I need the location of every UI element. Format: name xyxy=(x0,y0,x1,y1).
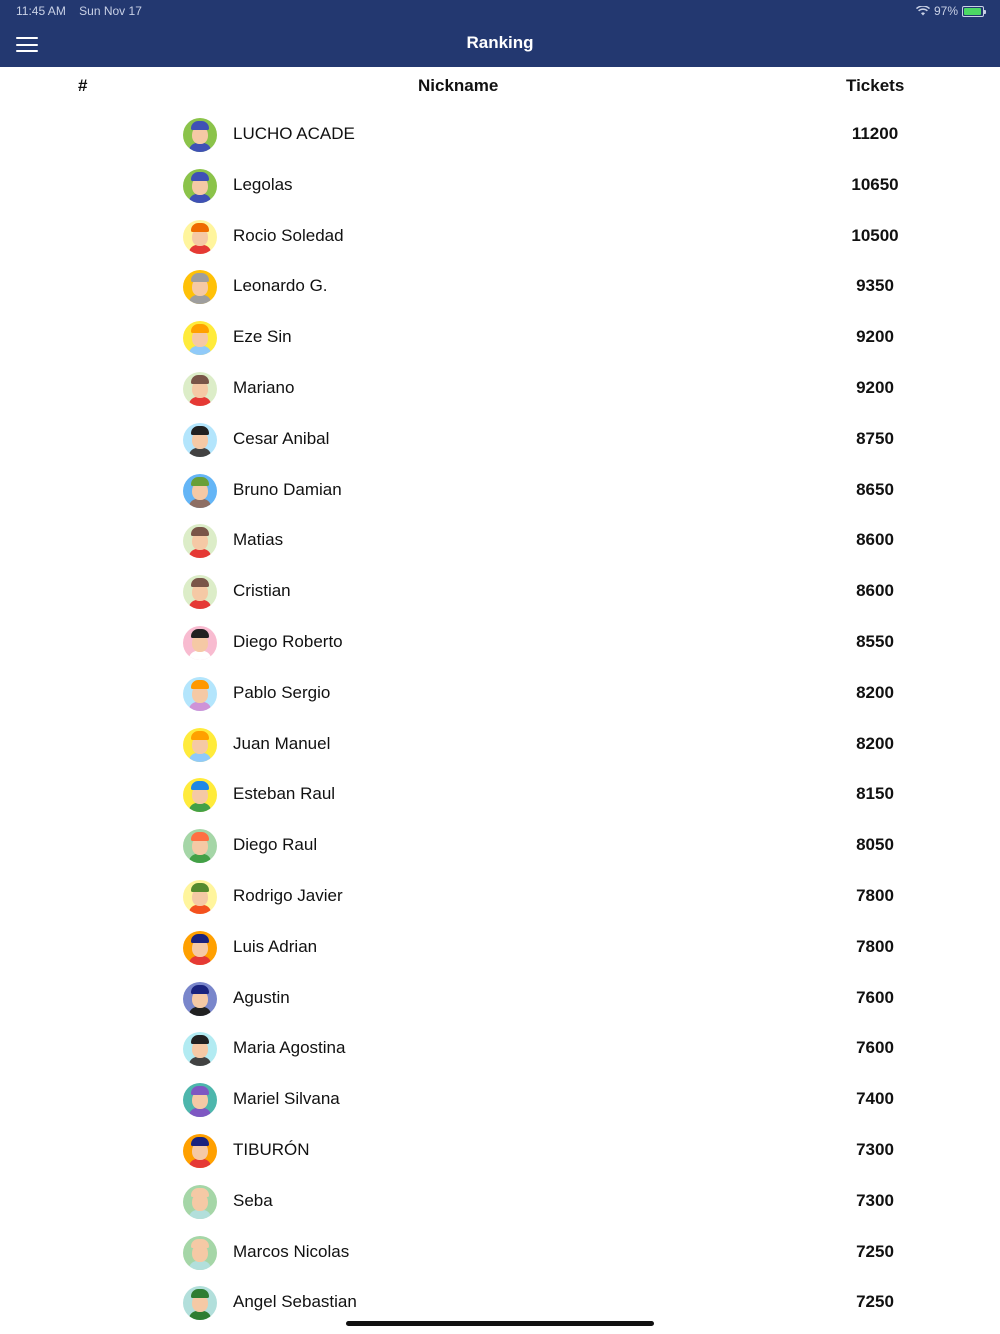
navigation-bar xyxy=(0,0,1000,67)
home-indicator[interactable] xyxy=(346,1321,654,1326)
row-nickname: Maria Agostina xyxy=(233,1038,346,1058)
status-bar-right xyxy=(916,4,984,18)
page-title: Ranking xyxy=(466,33,534,52)
avatar-icon xyxy=(183,1032,217,1066)
row-tickets: 9200 xyxy=(856,327,894,347)
table-row[interactable] xyxy=(0,871,1000,922)
row-tickets: 8750 xyxy=(856,428,894,448)
row-nickname: Cesar Anibal xyxy=(233,428,330,448)
row-nickname: Pablo Sergio xyxy=(233,682,331,702)
avatar-icon xyxy=(183,220,217,254)
table-row[interactable] xyxy=(0,1125,1000,1176)
avatar-icon xyxy=(183,1134,217,1168)
avatar-icon xyxy=(183,270,217,304)
status-time: 11:45 AM xyxy=(16,4,66,18)
row-nickname: Agustin xyxy=(233,987,290,1007)
row-nickname: Rodrigo Javier xyxy=(233,885,343,905)
table-row[interactable] xyxy=(0,1227,1000,1278)
avatar-icon xyxy=(183,626,217,660)
table-row[interactable] xyxy=(0,769,1000,820)
avatar-icon xyxy=(183,728,217,762)
row-nickname: Luis Adrian xyxy=(233,936,318,956)
table-row[interactable] xyxy=(0,1074,1000,1125)
row-tickets: 10650 xyxy=(851,174,899,194)
avatar-icon xyxy=(183,1236,217,1270)
avatar-icon xyxy=(183,1185,217,1219)
avatar-icon xyxy=(183,524,217,558)
row-nickname: Juan Manuel xyxy=(233,733,331,753)
column-header-nickname: Nickname xyxy=(418,76,499,95)
table-row[interactable] xyxy=(0,719,1000,770)
row-tickets: 8200 xyxy=(856,733,894,753)
row-nickname: Marcos Nicolas xyxy=(233,1241,350,1261)
row-nickname: Leonardo G. xyxy=(233,276,328,296)
status-bar-left xyxy=(16,4,142,18)
row-nickname: Legolas xyxy=(233,174,293,194)
table-row[interactable] xyxy=(0,160,1000,211)
avatar-icon xyxy=(183,169,217,203)
table-header xyxy=(0,76,1000,100)
table-row[interactable] xyxy=(0,1176,1000,1227)
row-tickets: 8650 xyxy=(856,479,894,499)
row-tickets: 7250 xyxy=(856,1241,894,1261)
table-row[interactable] xyxy=(0,414,1000,465)
row-tickets: 9350 xyxy=(856,276,894,296)
row-nickname: LUCHO ACADE xyxy=(233,124,355,143)
row-nickname: Seba xyxy=(233,1190,273,1210)
table-row[interactable] xyxy=(0,515,1000,566)
avatar-icon xyxy=(183,321,217,355)
row-nickname: Mariel Silvana xyxy=(233,1089,340,1109)
row-tickets: 7300 xyxy=(856,1139,894,1159)
row-tickets: 8600 xyxy=(856,530,894,550)
row-tickets: 8200 xyxy=(856,682,894,702)
avatar-icon xyxy=(183,118,217,152)
table-row[interactable] xyxy=(0,668,1000,719)
row-nickname: Bruno Damian xyxy=(233,479,342,499)
row-tickets: 7300 xyxy=(856,1190,894,1210)
table-row[interactable] xyxy=(0,109,1000,160)
row-tickets: 8600 xyxy=(856,581,894,601)
avatar-icon xyxy=(183,829,217,863)
table-row[interactable] xyxy=(0,211,1000,262)
avatar-icon xyxy=(183,778,217,812)
row-tickets: 7250 xyxy=(856,1292,894,1312)
table-row[interactable] xyxy=(0,261,1000,312)
table-row[interactable] xyxy=(0,312,1000,363)
table-row[interactable] xyxy=(0,973,1000,1024)
table-row[interactable] xyxy=(0,1023,1000,1074)
avatar-icon xyxy=(183,1083,217,1117)
table-row[interactable] xyxy=(0,465,1000,516)
row-nickname: Cristian xyxy=(233,581,291,601)
row-nickname: Eze Sin xyxy=(233,327,292,347)
avatar-icon xyxy=(183,982,217,1016)
row-nickname: TIBURÓN xyxy=(233,1139,310,1159)
battery-icon xyxy=(962,6,984,17)
row-tickets: 8050 xyxy=(856,835,894,855)
row-tickets: 8150 xyxy=(856,784,894,804)
avatar-icon xyxy=(183,677,217,711)
table-row[interactable] xyxy=(0,617,1000,668)
row-tickets: 10500 xyxy=(851,225,899,245)
table-row[interactable] xyxy=(0,363,1000,414)
ranking-list xyxy=(0,109,1000,1328)
avatar-icon xyxy=(183,474,217,508)
row-tickets: 11200 xyxy=(851,124,899,143)
column-header-tickets: Tickets xyxy=(846,76,905,95)
avatar-icon xyxy=(183,880,217,914)
battery-percent: 97% xyxy=(933,4,958,18)
row-tickets: 7600 xyxy=(856,987,894,1007)
table-row[interactable] xyxy=(0,922,1000,973)
row-nickname: Esteban Raul xyxy=(233,784,336,804)
row-tickets: 8550 xyxy=(856,631,894,651)
avatar-icon xyxy=(183,575,217,609)
avatar-icon xyxy=(183,1286,217,1320)
status-date: Sun Nov 17 xyxy=(79,4,142,18)
column-header-rank: # xyxy=(78,76,88,95)
avatar-icon xyxy=(183,372,217,406)
row-tickets: 9200 xyxy=(856,377,894,397)
row-nickname: Diego Raul xyxy=(233,835,318,855)
avatar-icon xyxy=(183,931,217,965)
wifi-icon xyxy=(916,6,930,16)
row-nickname: Angel Sebastian xyxy=(233,1292,357,1312)
table-row[interactable] xyxy=(0,820,1000,871)
row-nickname: Mariano xyxy=(233,377,295,397)
row-tickets: 7800 xyxy=(856,885,894,905)
row-nickname: Matias xyxy=(233,530,284,550)
row-tickets: 7800 xyxy=(856,936,894,956)
row-tickets: 7400 xyxy=(856,1089,894,1109)
table-row[interactable] xyxy=(0,566,1000,617)
row-nickname: Rocio Soledad xyxy=(233,225,344,245)
row-nickname: Diego Roberto xyxy=(233,631,343,651)
row-tickets: 7600 xyxy=(856,1038,894,1058)
avatar-icon xyxy=(183,423,217,457)
